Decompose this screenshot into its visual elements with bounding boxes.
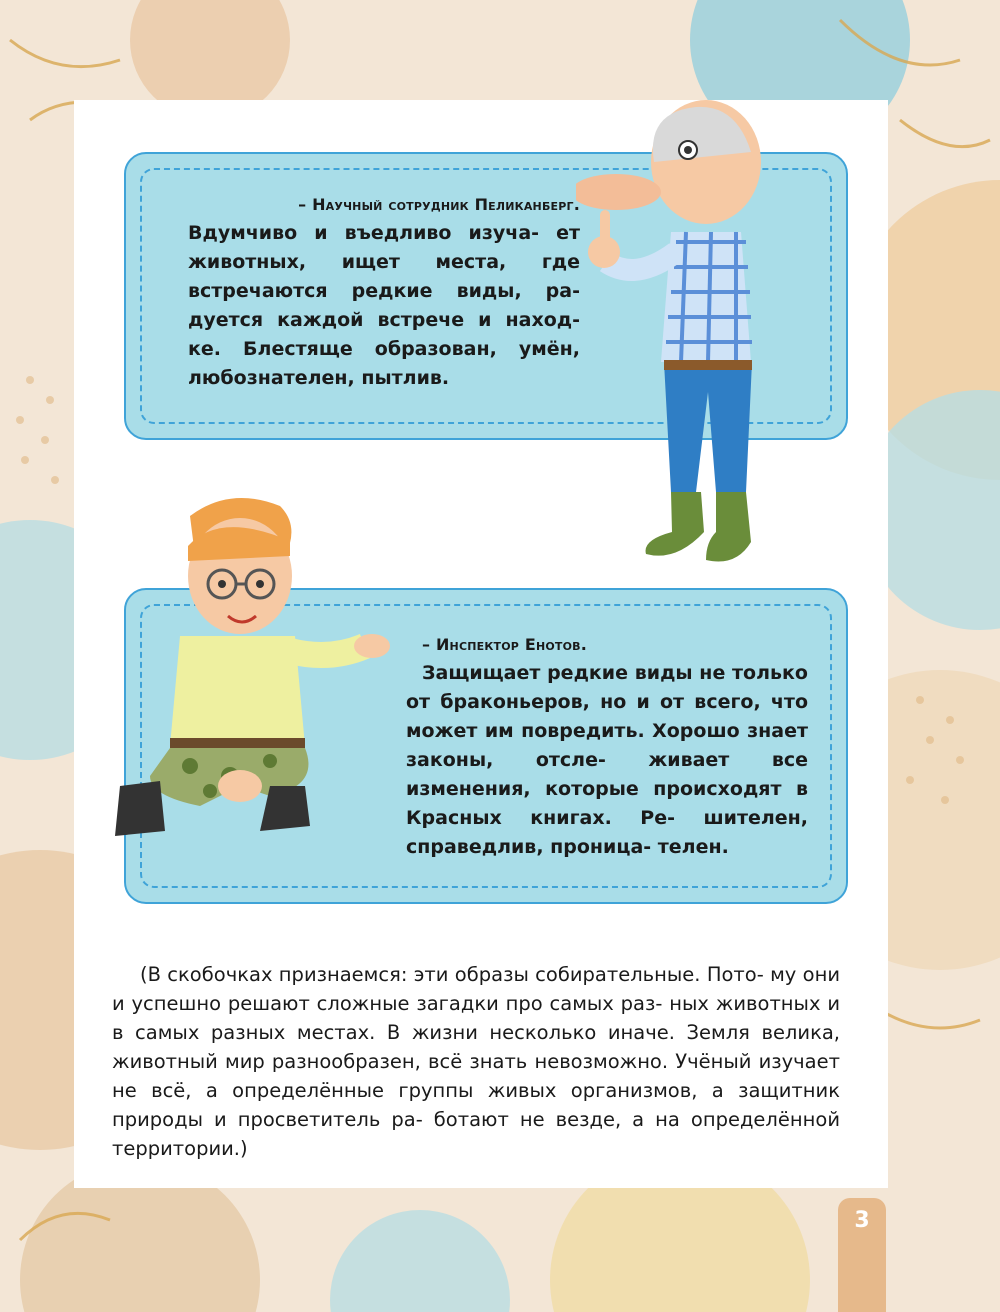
- scientist-body: Вдумчиво и въедливо изуча- ет животных, ищет места, где встречаются редкие виды, ра- дуется каждой встрече и наход- ке. Блестяще образован, умён, любознателен, пытлив.: [188, 222, 580, 389]
- scientist-icon: [576, 92, 806, 572]
- inspector-body: Защищает редкие виды не только от браконьеров, но и от всего, что может им повредить. Хорошо знает законы, отсле- живает все изменения, которые происходят в Красных книгах. Ре- шителен, справедлив, проница- телен.: [406, 662, 808, 858]
- page-number: 3: [854, 1208, 870, 1233]
- inspector-heading: – Инспектор Енотов.: [422, 635, 588, 654]
- body-paragraph: (В скобочках признаемся: эти образы собирательные. Пото- му они и успешно решают сложные загадки про самых раз- ных животных и в самых разных местах. В жизни несколько иначе. Земля велика, животный мир разнообразен, всё знать невозможно. Учёный изучает не всё, а определённые группы живых организмов, а защитник природы и просветитель ра- ботают не везде, а на определённой территории.): [112, 963, 840, 1160]
- scientist-heading: – Научный сотрудник Пеликанберг.: [298, 195, 580, 214]
- inspector-description: [406, 630, 808, 862]
- scientist-description: [188, 190, 580, 393]
- inspector-icon: [110, 486, 400, 856]
